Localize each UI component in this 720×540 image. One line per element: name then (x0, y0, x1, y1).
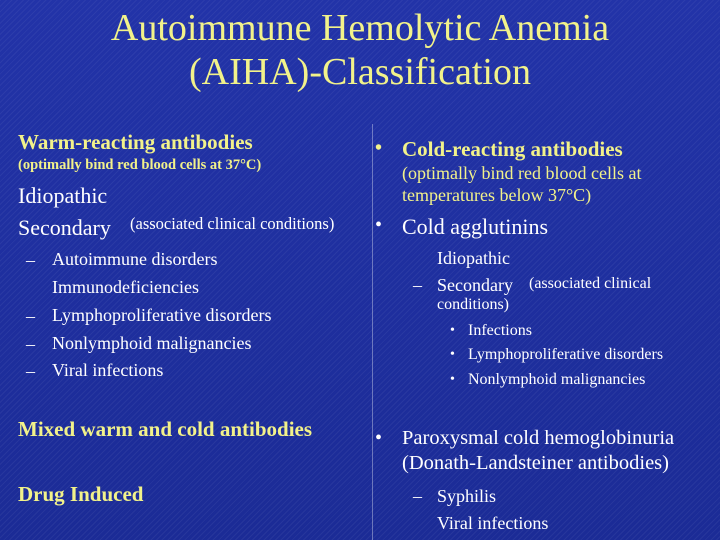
title-line-1: Autoimmune Hemolytic Anemia (110, 7, 610, 49)
warm-secondary-note: (associated clinical conditions) (130, 214, 335, 233)
warm-sub-bullet-1: – (26, 250, 35, 270)
pch-viral-infections: Viral infections (437, 513, 549, 533)
warm-heading: Warm-reacting antibodies (18, 130, 253, 154)
warm-sub-bullet-3: – (26, 306, 35, 326)
cold-secondary-note-line-1: (associated clinical (529, 275, 652, 292)
cold-item-2: Lymphoproliferative disorders (468, 346, 664, 363)
warm-note: (optimally bind red blood cells at 37°C) (18, 157, 262, 173)
mixed-heading: Mixed warm and cold antibodies (18, 417, 313, 441)
warm-sub-item-5: Viral infections (52, 360, 164, 380)
warm-sub-item-4: Nonlymphoid malignancies (52, 333, 252, 353)
pch-block (402, 426, 720, 482)
pch-bullet: • (375, 427, 383, 449)
cold-item-3: Nonlymphoid malignancies (468, 371, 646, 388)
agglutinins-bullet: • (375, 214, 383, 236)
cold-note-line-1: (optimally bind red blood cells at (402, 163, 642, 183)
cold-agglutinins: Cold agglutinins (402, 214, 549, 239)
syphilis-dash: – (413, 486, 422, 506)
column-divider (372, 124, 373, 540)
cold-secondary-note-line-2: conditions) (437, 296, 509, 313)
drug-heading: Drug Induced (18, 482, 144, 506)
cold-heading: Cold-reacting antibodies (402, 137, 623, 161)
cold-item-1: Infections (468, 322, 532, 339)
warm-sub-bullet-5: – (26, 361, 35, 381)
warm-sub-bullet-4: – (26, 334, 35, 354)
warm-secondary: Secondary (18, 215, 111, 240)
warm-idiopathic: Idiopathic (18, 183, 108, 208)
pch-line-1: Paroxysmal cold hemoglobinuria (402, 427, 675, 449)
cold-secondary-dash: – (413, 275, 422, 295)
cold-secondary: Secondary (437, 275, 513, 295)
syphilis: Syphilis (437, 486, 497, 506)
cold-item-bullet-3: • (450, 372, 455, 387)
cold-note-line-2: temperatures below 37°C) (402, 185, 592, 205)
cold-item-bullet-1: • (450, 323, 455, 338)
cold-idiopathic: Idiopathic (437, 248, 510, 268)
cold-bullet: • (375, 137, 383, 159)
cold-item-bullet-2: • (450, 347, 455, 362)
warm-sub-item-1: Autoimmune disorders (52, 249, 218, 269)
slide-title (0, 6, 720, 94)
warm-sub-item-2: Immunodeficiencies (52, 277, 199, 297)
pch-line-2: (Donath-Landsteiner antibodies) (402, 452, 669, 474)
warm-sub-item-3: Lymphoproliferative disorders (52, 305, 272, 325)
title-line-2: (AIHA)-Classification (189, 51, 531, 93)
